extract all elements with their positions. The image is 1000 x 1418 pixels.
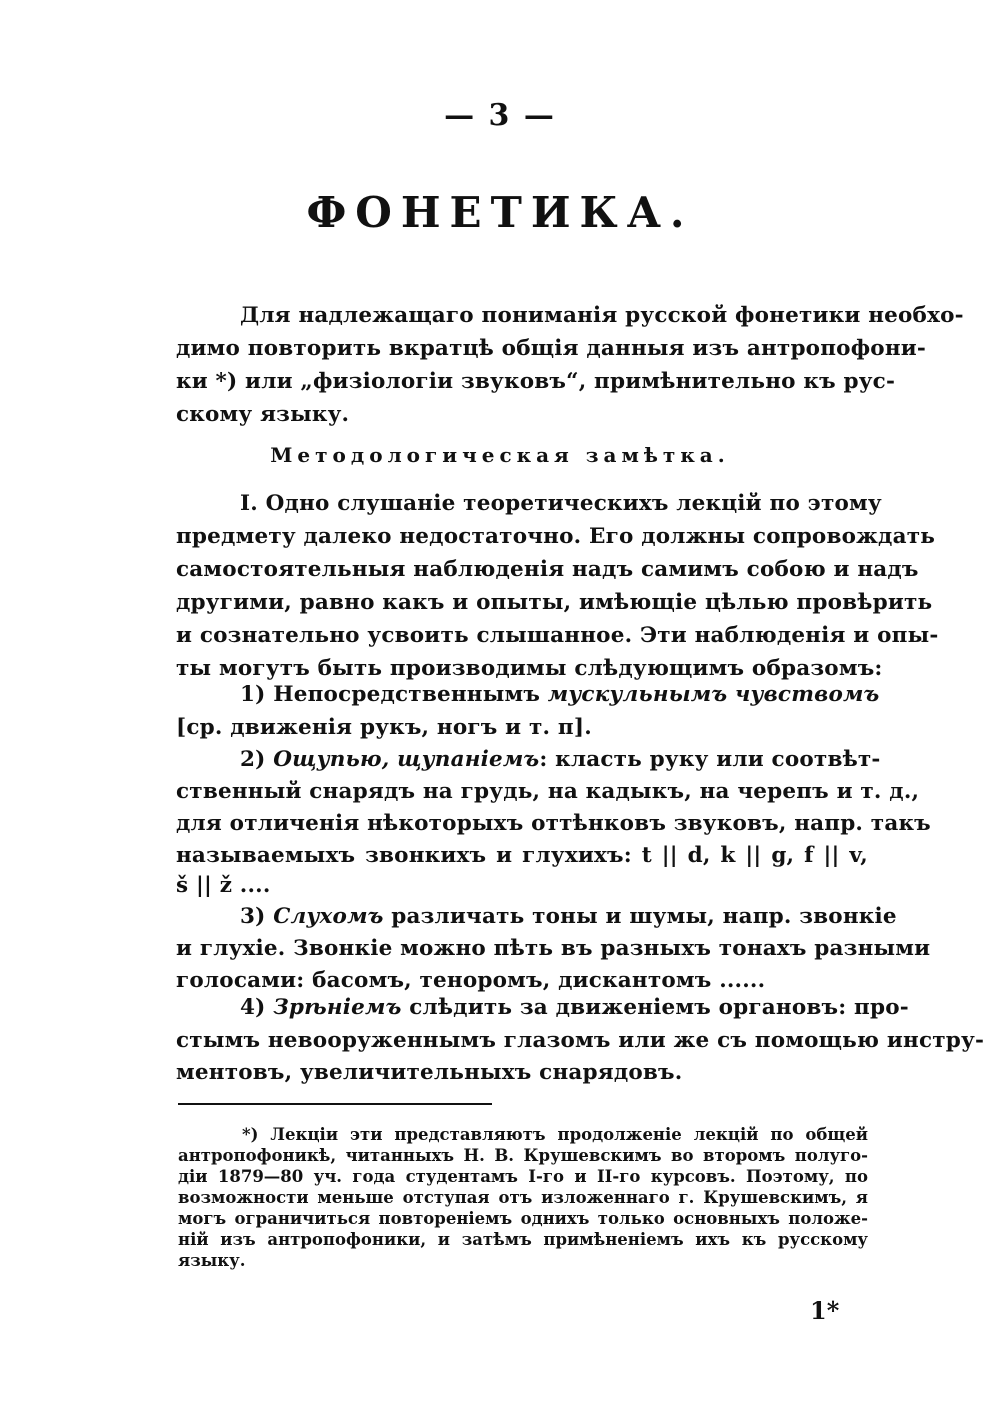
footnote-line: антропофоникѣ, читанныхъ Н. В. Крушевскимъ во второмъ полуго- xyxy=(178,1146,868,1165)
item-number: 1) Непосредственнымъ xyxy=(240,682,548,707)
body-line: [ср. движенія рукъ, ногъ и т. п]. xyxy=(176,715,592,740)
body-line: š || ž .... xyxy=(176,873,271,898)
body-line: голосами: басомъ, теноромъ, дискантомъ ...... xyxy=(176,968,766,993)
body-text: различать тоны и шумы, напр. звонкіе xyxy=(383,904,897,929)
body-line: самостоятельныя наблюденія надъ самимъ собою и надъ xyxy=(176,557,919,582)
body-line xyxy=(240,680,880,710)
italic-term: Зрѣніемъ xyxy=(273,995,402,1020)
body-line xyxy=(240,902,897,932)
footnote-line: могъ ограничиться повтореніемъ однихъ только основныхъ положе- xyxy=(178,1209,868,1228)
body-line: предмету далеко недостаточно. Его должны сопровождать xyxy=(176,524,936,549)
item-number: 3) xyxy=(240,904,274,929)
item-number: 2) xyxy=(240,747,274,772)
body-line: другими, равно какъ и опыты, имѣющіе цѣлью провѣрить xyxy=(176,590,933,615)
body-line: ментовъ, увеличительныхъ снарядовъ. xyxy=(176,1060,683,1085)
body-line xyxy=(240,745,881,775)
intro-line: ки *) или „физіологіи звуковъ“, примѣнительно къ рус- xyxy=(176,369,896,394)
footnote-line: языку. xyxy=(178,1251,246,1270)
body-line: I. Одно слушаніе теоретическихъ лекцій по этому xyxy=(240,491,882,516)
body-line: ственный снарядъ на грудь, на кадыкъ, на черепъ и т. д., xyxy=(176,779,920,804)
body-line: для отличенія нѣкоторыхъ оттѣнковъ звуковъ, напр. такъ xyxy=(176,811,931,836)
footnote-line: ній изъ антропофоники, и затѣмъ примѣненіемъ ихъ къ русскому xyxy=(178,1230,868,1249)
footnote-line: діи 1879—80 уч. года студентамъ I-го и II-го курсовъ. Поэтому, по xyxy=(178,1167,868,1186)
body-line: и сознательно усвоить слышанное. Эти наблюденія и опы- xyxy=(176,623,939,648)
page-number: — 3 — xyxy=(444,98,556,133)
intro-line: Для надлежащаго пониманія русской фонетики необхо- xyxy=(240,303,964,328)
body-text: слѣдить за движеніемъ органовъ: про- xyxy=(401,995,909,1020)
footnote-line: *) Лекціи эти представляютъ продолженіе лекцій по общей xyxy=(242,1125,868,1144)
page-title: ФОНЕТИКА. xyxy=(306,188,694,237)
signature-mark: 1* xyxy=(810,1296,840,1325)
intro-line: димо повторить вкратцѣ общія данныя изъ антропофони- xyxy=(176,336,927,361)
body-line: и глухіе. Звонкіе можно пѣть въ разныхъ тонахъ разными xyxy=(176,936,931,961)
italic-term: мускульнымъ чувствомъ xyxy=(547,682,880,707)
body-line: ты могутъ быть производимы слѣдующимъ образомъ: xyxy=(176,656,883,681)
footnote-line: возможности меньше отступая отъ изложеннаго г. Крушевскимъ, я xyxy=(178,1188,868,1207)
italic-term: Слухомъ xyxy=(273,904,384,929)
italic-term: Ощупью, щупаніемъ xyxy=(273,747,540,772)
footnote-rule xyxy=(178,1103,492,1105)
body-line: стымъ невооруженнымъ глазомъ или же съ помощью инстру- xyxy=(176,1028,985,1053)
intro-line: скому языку. xyxy=(176,402,350,427)
body-text: : класть руку или соотвѣт- xyxy=(539,747,881,772)
body-line: называемыхъ звонкихъ и глухихъ: t || d, k || g, f || v, xyxy=(176,843,868,868)
item-number: 4) xyxy=(240,995,274,1020)
body-line xyxy=(240,993,909,1023)
section-subtitle: Методологическая замѣтка. xyxy=(270,443,730,467)
